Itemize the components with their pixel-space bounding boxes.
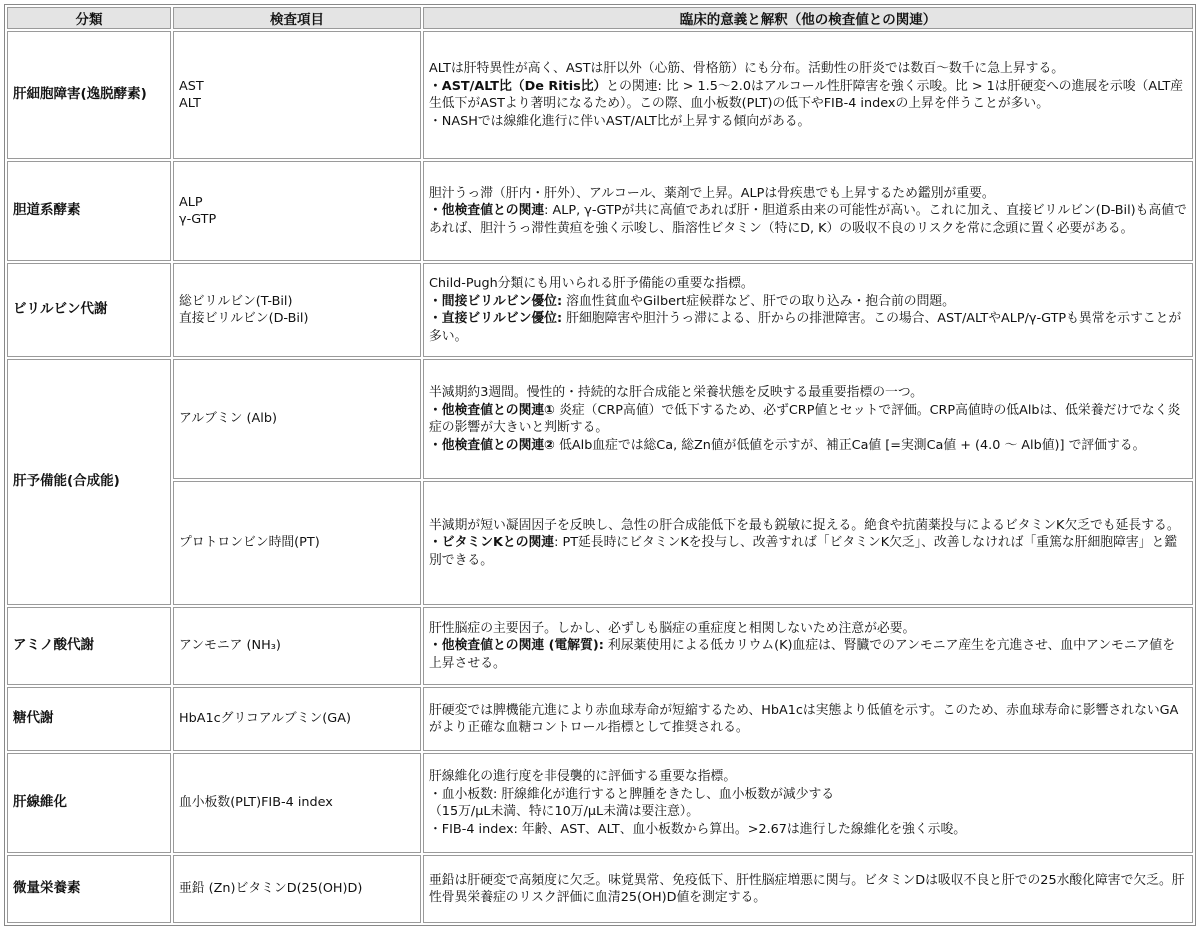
description-line	[429, 637, 1187, 672]
description-line	[429, 384, 1187, 402]
description-line	[429, 293, 1187, 311]
table-row	[7, 263, 1193, 357]
item-name: ALT	[179, 96, 201, 111]
item-cell	[173, 359, 421, 479]
item-name: 直接ビリルビン(D-Bil)	[179, 311, 309, 326]
description-cell	[423, 607, 1193, 685]
description-line	[429, 620, 1187, 638]
body-text: との関連: 比 > 1.5〜2.0はアルコール性肝障害を強く示唆。比 > 1は肝硬変への進展を示唆（ALT産生低下がASTより著明になるため）。この際、血小板数(PLT)の低下やFIB-4 indexの上昇を伴うことが多い。	[429, 78, 1184, 111]
table-row	[7, 687, 1193, 751]
emphasis-text: ・他検査値との関連	[429, 203, 545, 219]
body-text: 利尿薬使用による低カリウム(K)血症は、腎臓でのアンモニア産生を亢進させ、血中アンモニア値を上昇させる。	[429, 638, 1176, 671]
body-text: ALTは肝特異性が高く、ASTは肝以外（心筋、骨格筋）にも分布。活動性の肝炎では数百〜数千に急上昇する。	[429, 61, 1065, 76]
description-line	[429, 517, 1187, 535]
body-text: ・FIB-4 index: 年齢、AST、ALT、血小板数から算出。>2.67は進行した線維化を強く示唆。	[429, 821, 967, 837]
description-cell	[423, 481, 1193, 605]
item-cell	[173, 753, 421, 853]
description-line	[429, 437, 1187, 455]
item-name: アンモニア (NH₃)	[179, 638, 281, 654]
item-name: AST	[179, 78, 204, 94]
category-cell: 肝予備能(合成能)	[7, 359, 171, 605]
category-cell: 肝細胞障害(逸脱酵素)	[7, 31, 171, 159]
body-text: 亜鉛は肝硬変で高頻度に欠乏。味覚異常、免疫低下、肝性脳症増悪に関与。ビタミンDは吸収不良と肝での25水酸化障害で欠乏。肝性骨異栄養症のリスク評価に血清25(OH)D値を測定する。	[429, 872, 1185, 905]
item-cell	[173, 607, 421, 685]
body-text: ・血小板数: 肝線維化が進行すると脾腫をきたし、血小板数が減少する	[429, 786, 835, 802]
body-text: 炎症（CRP高値）で低下するため、必ずCRP値とセットで評価。CRP高値時の低Albは、低栄養だけでなく炎症の影響が大きいと判断する。	[429, 402, 1181, 435]
table-row	[7, 359, 1193, 479]
body-text: 溶血性貧血やGilbert症候群など、肝での取り込み・抱合前の問題。	[562, 293, 955, 309]
description-line	[429, 821, 1187, 839]
item-cell	[173, 31, 421, 159]
description-cell	[423, 161, 1193, 261]
header-item: 検査項目	[173, 7, 421, 29]
body-text: 半減期が短い凝固因子を反映し、急性の肝合成能低下を最も鋭敏に捉える。絶食や抗菌薬投与によるビタミンK欠乏でも延長する。	[429, 517, 1180, 533]
category-cell: 胆道系酵素	[7, 161, 171, 261]
header-meaning: 臨床的意義と解釈（他の検査値との関連）	[423, 7, 1193, 29]
body-text: 肝硬変では脾機能亢進により赤血球寿命が短縮するため、HbA1cは実態より低値を示す。このため、赤血球寿命に影響されないGAがより正確な血糖コントロール指標として推奨される。	[429, 702, 1179, 735]
category-cell: 肝線維化	[7, 753, 171, 853]
item-name: HbA1cグリコアルブミン(GA)	[179, 711, 351, 727]
category-cell: 糖代謝	[7, 687, 171, 751]
description-line	[429, 534, 1187, 569]
description-line	[429, 275, 1187, 293]
description-cell	[423, 855, 1193, 923]
item-cell	[173, 855, 421, 923]
header-category: 分類	[7, 7, 171, 29]
item-cell	[173, 687, 421, 751]
emphasis-text: ・間接ビリルビン優位:	[429, 293, 563, 309]
description-line	[429, 310, 1187, 345]
item-name: プロトロンビン時間(PT)	[179, 535, 320, 551]
description-line	[429, 60, 1187, 78]
table-row	[7, 607, 1193, 685]
emphasis-text: ・他検査値との関連①	[429, 402, 556, 418]
item-name: γ-GTP	[179, 212, 217, 227]
body-text: 胆汁うっ滞（肝内・肝外）、アルコール、薬剤で上昇。ALPは骨疾患でも上昇するため鑑別が重要。	[429, 185, 995, 201]
item-name: アルブミン (Alb)	[179, 411, 277, 427]
item-cell	[173, 481, 421, 605]
description-line	[429, 78, 1187, 113]
body-text: 肝性脳症の主要因子。しかし、必ずしも脳症の重症度と相関しないため注意が必要。	[429, 620, 916, 636]
item-name: 血小板数(PLT)FIB-4 index	[179, 795, 333, 811]
description-line	[429, 768, 1187, 786]
emphasis-text: ・AST/ALT比（De Ritis比）	[429, 78, 607, 94]
description-cell	[423, 263, 1193, 357]
body-text: （15万/μL未満、特に10万/μL未満は要注意）。	[429, 804, 700, 819]
table-row	[7, 481, 1193, 605]
description-cell	[423, 359, 1193, 479]
description-line	[429, 702, 1187, 737]
lab-table	[4, 4, 1196, 926]
emphasis-text: ・ビタミンKとの関連	[429, 535, 555, 551]
body-text: 半減期約3週間。慢性的・持続的な肝合成能と栄養状態を反映する最重要指標の一つ。	[429, 385, 923, 400]
body-text: ・NASHでは線維化進行に伴いAST/ALT比が上昇する傾向がある。	[429, 113, 811, 129]
emphasis-text: ・他検査値との関連 (電解質):	[429, 638, 604, 654]
body-text: : PT延長時にビタミンKを投与し、改善すれば「ビタミンK欠乏」、改善しなければ「重篤な肝細胞障害」と鑑別できる。	[429, 535, 1178, 568]
table-row	[7, 161, 1193, 261]
body-text: Child-Pugh分類にも用いられる肝予備能の重要な指標。	[429, 276, 754, 291]
category-cell: ビリルビン代謝	[7, 263, 171, 357]
description-line	[429, 113, 1187, 131]
description-line	[429, 202, 1187, 237]
description-line	[429, 402, 1187, 437]
emphasis-text: ・直接ビリルビン優位:	[429, 311, 563, 326]
item-name: 亜鉛 (Zn)ビタミンD(25(OH)D)	[179, 881, 363, 897]
category-cell: 微量栄養素	[7, 855, 171, 923]
body-text: : ALP, γ-GTPが共に高値であれば肝・胆道系由来の可能性が高い。これに加え、直接ビリルビン(D-Bil)も高値であれば、胆汁うっ滞性黄疸を強く示唆し、脂溶性ビタミン（特にD, K）の吸収不良のリスクを常に念頭に置く必要がある。	[429, 203, 1187, 236]
table-row	[7, 855, 1193, 923]
body-text: 肝線維化の進行度を非侵襲的に評価する重要な指標。	[429, 769, 737, 784]
header-row	[7, 7, 1193, 29]
item-cell	[173, 263, 421, 357]
item-name: ALP	[179, 194, 203, 210]
table-row	[7, 31, 1193, 159]
description-line	[429, 803, 1187, 821]
category-cell: アミノ酸代謝	[7, 607, 171, 685]
body-text: 低Alb血症では総Ca, 総Zn値が低値を示すが、補正Ca値 [=実測Ca値 + (4.0 〜 Alb値)] で評価する。	[555, 437, 1146, 453]
description-line	[429, 786, 1187, 804]
description-cell	[423, 753, 1193, 853]
table-row	[7, 753, 1193, 853]
description-line	[429, 872, 1187, 907]
description-cell	[423, 687, 1193, 751]
item-cell	[173, 161, 421, 261]
body-text: 肝細胞障害や胆汁うっ滞による、肝からの排泄障害。この場合、AST/ALTやALP/γ-GTPも異常を示すことが多い。	[429, 311, 1182, 344]
description-line	[429, 185, 1187, 203]
item-name: 総ビリルビン(T-Bil)	[179, 293, 293, 309]
emphasis-text: ・他検査値との関連②	[429, 437, 556, 453]
description-cell	[423, 31, 1193, 159]
